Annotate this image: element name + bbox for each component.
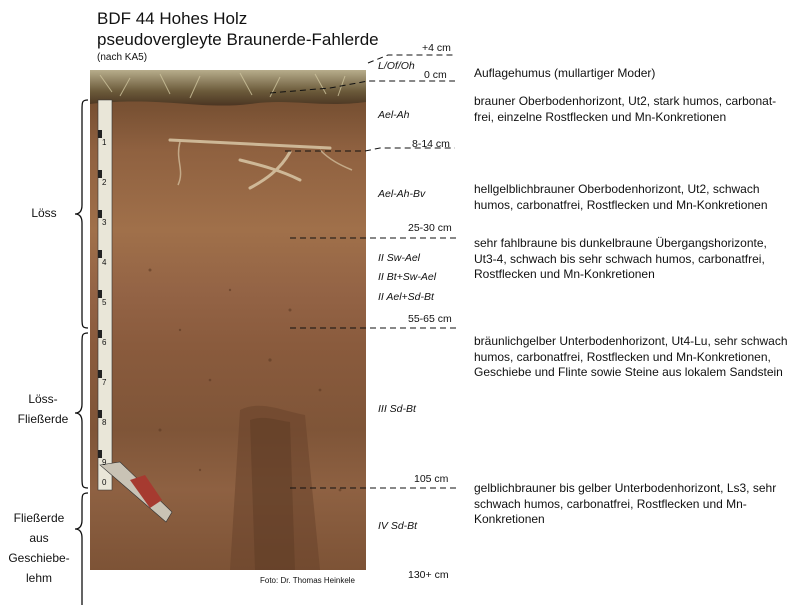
horizon-label-ahbv: Ael-Ah-Bv	[378, 188, 426, 200]
title-line-2: pseudovergleyte Braunerde-Fahlerde	[97, 30, 379, 49]
depth-label-130: 130+ cm	[408, 569, 449, 581]
ruler-mark: 7	[102, 378, 107, 387]
brace-fliesserde-geschiebelehm	[75, 493, 88, 605]
horizon-label-ah: Ael-Ah	[378, 109, 410, 121]
depth-label-25-30: 25-30 cm	[408, 222, 452, 234]
horizon-label-sd: III Sd-Bt	[378, 403, 416, 415]
photo-credit: Foto: Dr. Thomas Heinkele	[260, 576, 356, 585]
line-zero	[270, 81, 455, 93]
description-oberboden-2: hellgelblichbrauner Oberbodenhorizont, Ut2, schwach humos, carbonatfrei, Rostflecken und Mn-Konkretionen	[474, 182, 768, 212]
ruler-mark: 1	[102, 138, 107, 147]
ruler-mark: 9	[102, 458, 107, 467]
depth-label-zero: 0 cm	[424, 69, 447, 81]
ruler-mark: 5	[102, 298, 107, 307]
title-line-1: BDF 44 Hohes Holz	[97, 9, 248, 28]
ruler-mark: 6	[102, 338, 107, 347]
depth-label-105: 105 cm	[414, 473, 449, 485]
depth-label-55-65: 55-65 cm	[408, 313, 452, 325]
ruler-mark: 2	[102, 178, 107, 187]
horizon-label-sw: II Sw-Ael	[378, 252, 421, 264]
horizon-label-ivsd: IV Sd-Bt	[378, 520, 418, 532]
description-uebergang: sehr fahlbraune bis dunkelbraune Übergangshorizonte, Ut3-4, schwach bis sehr schwach humos, carbonatfrei, Rostflecken und Mn-Konkretionen	[474, 236, 767, 281]
ruler-mark: 3	[102, 218, 107, 227]
parent-material-loess-fliesserde: Löss-Fließerde	[17, 392, 69, 426]
description-unterboden-2: gelblichbrauner bis gelber Unterbodenhorizont, Ls3, sehr schwach humos, carbonatfrei, Rostflecken und Mn-Konkretionen	[474, 481, 777, 526]
description-oberboden-1: brauner Oberbodenhorizont, Ut2, stark humos, carbonat-frei, einzelne Rostflecken und Mn-Konkretionen	[474, 94, 777, 124]
description-auflage: Auflagehumus (mullartiger Moder)	[474, 66, 656, 80]
parent-material-loess: Löss	[31, 206, 57, 220]
ruler-mark: 0	[102, 478, 107, 487]
title-source: (nach KA5)	[97, 52, 148, 63]
parent-material-fliesserde-geschiebelehm: Fließerde aus Geschiebe-lehm	[8, 511, 70, 585]
depth-label-8-14: 8-14 cm	[412, 138, 450, 150]
depth-label-plus4: +4 cm	[422, 42, 451, 54]
ruler-mark: 8	[102, 418, 107, 427]
description-unterboden-1: bräunlichgelber Unterbodenhorizont, Ut4-Lu, sehr schwach humos, carbonatfrei, Rostflecken und Mn-Konkretionen, Geschiebe und Flinte sowie Steine aus lokalem Sandstein	[474, 334, 788, 379]
horizon-label-aelsd: II Ael+Sd-Bt	[378, 291, 434, 303]
ruler-mark: 4	[102, 258, 107, 267]
horizon-label-btsw: II Bt+Sw-Ael	[378, 271, 437, 283]
horizon-label-lof: L/Of/Oh	[378, 60, 415, 72]
